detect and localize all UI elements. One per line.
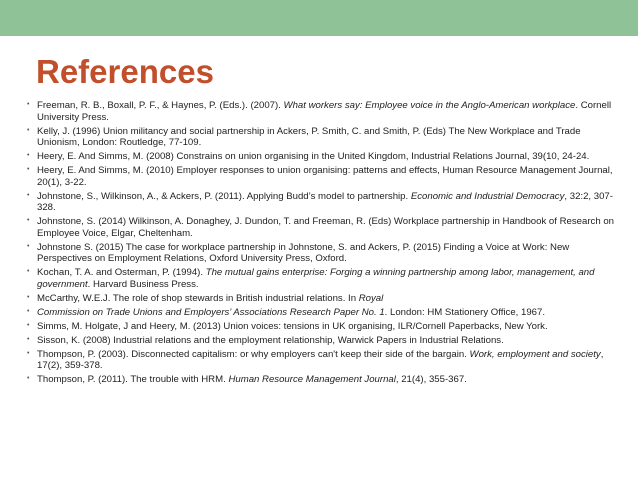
reference-text: , 32:2, 307-328. [37,190,613,213]
header-bar [0,0,638,36]
reference-text: , 21(4), 355-367. [395,374,467,385]
reference-text: Heery, E. And Simms, M. (2008) Constrains on union organising in the United Kingdom, Industrial Relations Journal, 39(10, 24-24. [37,151,590,162]
bullet-icon: • [27,166,30,173]
references-list [27,100,622,388]
reference-text: Johnstone S. (2015) The case for workplace partnership in Johnstone, S. and Ackers, P. (2015) Finding a Voice at Work: New Perspectives on Employment Relations, Oxford University Press, Oxford. [37,241,570,264]
reference-italic-text: Work, employment and society [469,348,601,360]
bullet-icon: • [27,293,30,301]
reference-item [27,321,622,333]
bullet-icon: • [27,242,30,250]
reference-text: . Harvard Business Press. [87,278,199,290]
reference-italic-text: Royal [358,292,384,304]
reference-text: Simms, M. Holgate, J and Heery, M. (2013) Union voices: tensions in UK organising, ILR/Cornell Paperbacks, New York. [37,320,548,332]
reference-item [27,349,622,372]
reference-text: . London: HM Stationery Office, 1967. [384,306,546,318]
reference-text: Freeman, R. B., Boxall, P. F., & Haynes, P. (Eds.). (2007). [37,100,284,111]
reference-item [27,242,622,265]
bullet-icon: • [27,101,30,108]
reference-item [27,191,622,214]
reference-item [27,293,622,305]
bullet-icon: • [27,307,30,315]
reference-text: Kochan, T. A. and Osterman, P. (1994). [37,267,206,278]
reference-text: Johnstone, S. (2014) Wilkinson, A. Donaghey, J. Dundon, T. and Freeman, R. (Eds) Workplace partnership in Handbook of Research on Employee Voice, Elgar, Cheltenham. [37,216,614,239]
reference-item [27,165,622,188]
bullet-icon: • [27,349,30,357]
bullet-icon: • [27,335,30,343]
reference-text: McCarthy, W.E.J. The role of shop stewards in British industrial relations. In [37,292,359,304]
reference-item [27,216,622,239]
reference-italic-text: Commission on Trade Unions and Employers’ Associations Research Paper No. 1 [37,306,385,318]
reference-text: Johnstone, S., Wilkinson, A., & Ackers, P. (2011). Applying Budd’s model to partnership. [37,190,411,202]
bullet-icon: • [27,217,30,224]
bullet-icon: • [27,126,30,134]
reference-italic-text: Economic and Industrial Democracy [410,190,565,202]
reference-text: Heery, E. And Simms, M. (2010) Employer responses to union organising: patterns and effects, Human Resource Management Journal, 20(1), 3-22. [37,165,613,188]
reference-item [27,100,622,123]
reference-text: , 17(2), 359-378. [37,348,604,371]
slide-title: References [36,53,214,90]
reference-item [27,307,622,319]
reference-text: . Cornell University Press. [37,100,612,123]
bullet-icon: • [27,191,30,199]
bullet-icon: • [27,152,30,159]
bullet-icon: • [27,321,30,329]
reference-item [27,126,622,149]
reference-text: Kelly, J. (1996) Union militancy and social partnership in Ackers, P. Smith, C. and Smith, P. (Eds) The New Workplace and Trade Unionism, London: Routledge, 77-109. [37,125,581,148]
reference-text: Sisson, K. (2008) Industrial relations and the employment relationship, Warwick Papers in Industrial Relations. [37,334,504,346]
reference-italic-text: What workers say: Employee voice in the Anglo-American workplace [283,100,576,111]
reference-text: Thompson, P. (2003). Disconnected capitalism: or why employers can't keep their side of the bargain. [37,348,470,360]
reference-item [27,335,622,347]
reference-item [27,151,622,163]
reference-item [27,267,622,290]
reference-text: Thompson, P. (2011). The trouble with HRM. [37,374,229,385]
bullet-icon: • [27,375,30,382]
bullet-icon: • [27,268,30,275]
reference-italic-text: Human Resource Management Journal [228,374,396,385]
reference-item [27,374,622,386]
reference-italic-text: The mutual gains enterprise: Forging a winning partnership among labor, management, and government [37,267,595,290]
